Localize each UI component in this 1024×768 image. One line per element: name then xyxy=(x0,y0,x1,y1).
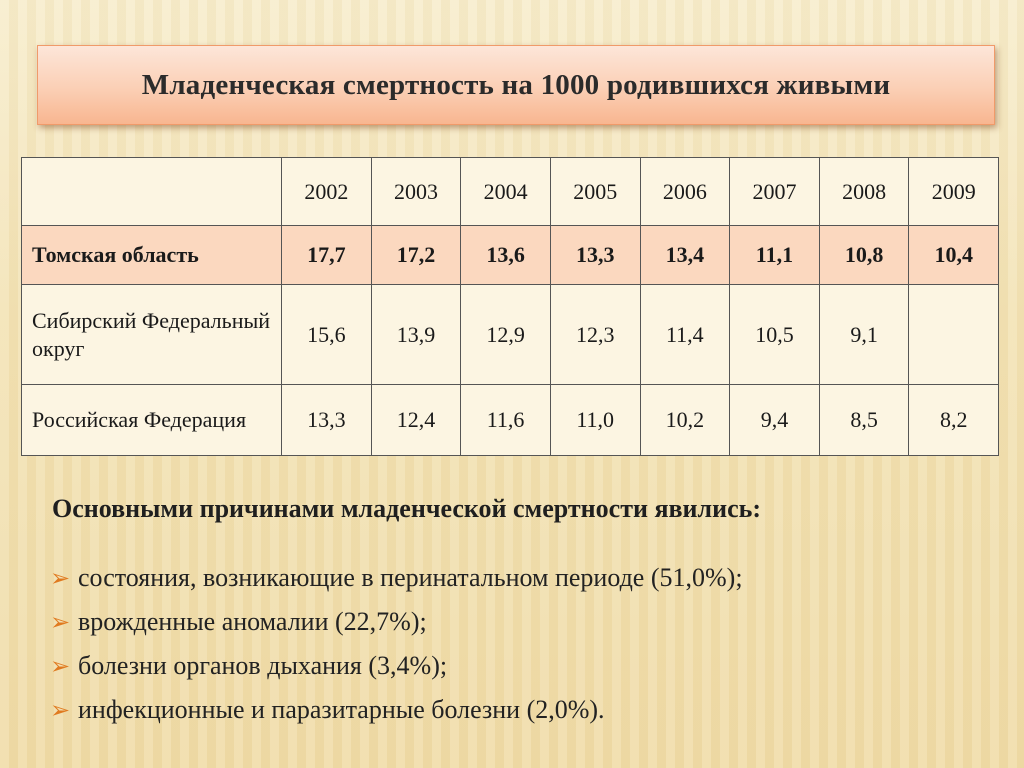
table-cell: 11,1 xyxy=(730,226,820,285)
year-header: 2005 xyxy=(550,158,640,226)
year-header: 2004 xyxy=(461,158,551,226)
arrow-bullet-icon: ➢ xyxy=(50,696,71,724)
year-header: 2007 xyxy=(730,158,820,226)
table-cell: 15,6 xyxy=(282,285,372,385)
list-item-text: состояния, возникающие в перинатальном периоде (51,0%); xyxy=(78,563,743,592)
list-item xyxy=(50,688,1010,732)
row-label: Российская Федерация xyxy=(22,385,282,456)
table-cell xyxy=(909,285,999,385)
table-cell: 10,2 xyxy=(640,385,730,456)
table-cell: 12,4 xyxy=(371,385,461,456)
table-row-russian-federation xyxy=(22,385,999,456)
table-cell: 13,6 xyxy=(461,226,551,285)
row-label: Томская область xyxy=(22,226,282,285)
year-header: 2008 xyxy=(819,158,909,226)
slide-title-box xyxy=(37,45,995,125)
slide-title: Младенческая смертность на 1000 родившихся живыми xyxy=(141,68,891,101)
table-cell: 12,9 xyxy=(461,285,551,385)
table-cell: 13,4 xyxy=(640,226,730,285)
list-item-text: врожденные аномалии (22,7%); xyxy=(78,607,427,636)
year-header: 2003 xyxy=(371,158,461,226)
table-cell: 17,2 xyxy=(371,226,461,285)
table-cell: 11,4 xyxy=(640,285,730,385)
table-row-tomsk xyxy=(22,226,999,285)
table-cell: 10,5 xyxy=(730,285,820,385)
table-header-row xyxy=(22,158,999,226)
year-header: 2002 xyxy=(282,158,372,226)
arrow-bullet-icon: ➢ xyxy=(50,564,71,592)
table-cell: 9,4 xyxy=(730,385,820,456)
list-item-text: болезни органов дыхания (3,4%); xyxy=(78,651,448,680)
causes-list xyxy=(50,556,1010,732)
list-item xyxy=(50,556,1010,600)
list-item xyxy=(50,644,1010,688)
table-cell: 10,8 xyxy=(819,226,909,285)
table-cell: 13,3 xyxy=(282,385,372,456)
table-cell: 17,7 xyxy=(282,226,372,285)
table-cell: 10,4 xyxy=(909,226,999,285)
arrow-bullet-icon: ➢ xyxy=(50,608,71,636)
table-cell: 8,5 xyxy=(819,385,909,456)
list-item-text: инфекционные и паразитарные болезни (2,0%). xyxy=(78,695,605,724)
year-header: 2009 xyxy=(909,158,999,226)
row-label: Сибирский Федеральный округ xyxy=(22,285,282,385)
table-corner-cell xyxy=(22,158,282,226)
causes-heading: Основными причинами младенческой смертности явились: xyxy=(52,494,762,523)
table-cell: 9,1 xyxy=(819,285,909,385)
table-row-siberian-district xyxy=(22,285,999,385)
arrow-bullet-icon: ➢ xyxy=(50,652,71,680)
table-cell: 13,9 xyxy=(371,285,461,385)
table-cell: 8,2 xyxy=(909,385,999,456)
year-header: 2006 xyxy=(640,158,730,226)
table-cell: 13,3 xyxy=(550,226,640,285)
table-cell: 11,0 xyxy=(550,385,640,456)
mortality-table xyxy=(21,157,999,456)
table-cell: 12,3 xyxy=(550,285,640,385)
list-item xyxy=(50,600,1010,644)
table-cell: 11,6 xyxy=(461,385,551,456)
